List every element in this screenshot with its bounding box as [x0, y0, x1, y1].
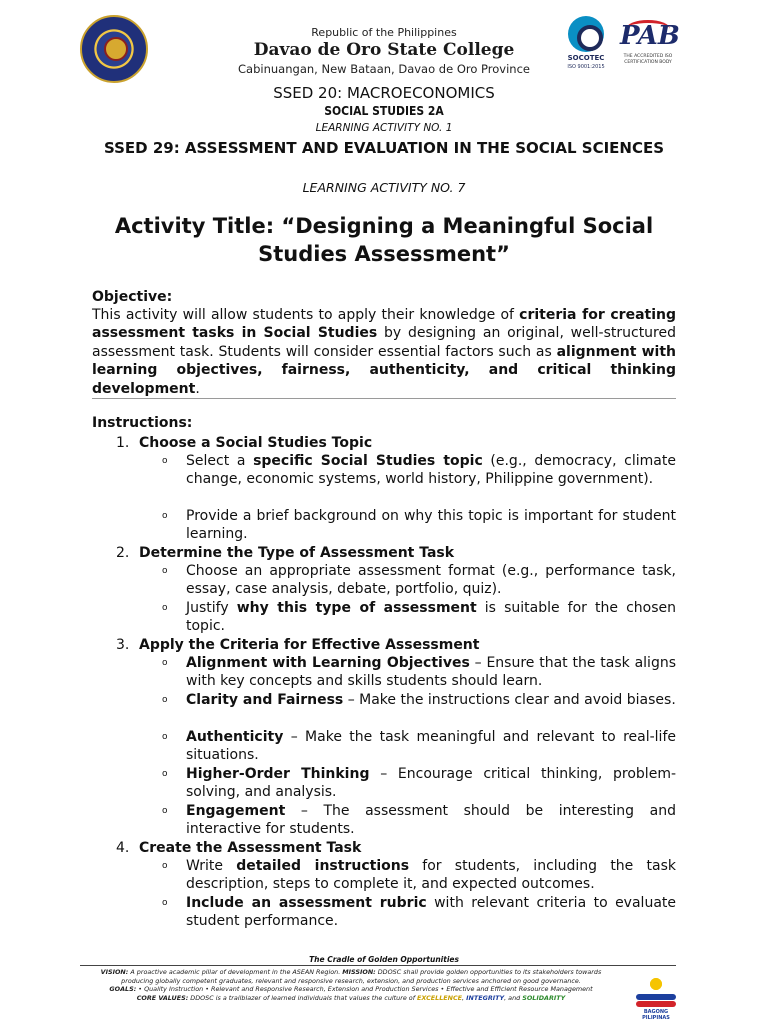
bullet-bold: why this type of assessment: [236, 600, 477, 616]
flag-stripe-blue: [636, 994, 676, 1000]
bullet-bold: Authenticity: [186, 729, 284, 745]
pab-subtitle: THE ACCREDITED ISO CERTIFICATION BODY: [623, 54, 673, 65]
step-4-bullet-1: [162, 857, 677, 894]
college-address: Cabinuangan, New Bataan, Davao de Oro Province: [238, 62, 530, 76]
bullet-icon: o: [162, 732, 168, 742]
bullet-icon: o: [162, 456, 168, 466]
course-1-section: SOCIAL STUDIES 2A: [324, 104, 444, 118]
socotec-logo: [560, 14, 612, 80]
bullet-icon: o: [162, 806, 168, 816]
bullet-text: with relevant criteria to evaluate student performance.: [186, 895, 676, 930]
bagong-pilipinas-label: BAGONG PILIPINAS: [642, 1009, 670, 1021]
activity-title: Activity Title: “Designing a Meaningful Social Studies Assessment”: [114, 214, 654, 266]
step-number: 2.: [116, 545, 130, 561]
step-1-bullet-2: [162, 507, 676, 544]
college-seal-logo: [80, 15, 148, 83]
bullet-bold: detailed instructions: [236, 858, 410, 874]
value-solidarity: SOLIDARITY: [522, 993, 566, 1002]
step-4-bullet-2: [162, 894, 676, 931]
step-number: 1.: [116, 435, 130, 451]
course-2-activity: LEARNING ACTIVITY NO. 7: [302, 180, 466, 195]
bullet-icon: o: [162, 861, 168, 871]
step-title: Choose a Social Studies Topic: [139, 435, 373, 451]
step-2-bullet-1: [162, 562, 676, 599]
value-excellence: EXCELLENCE: [417, 993, 463, 1002]
course-2-code: SSED 29: ASSESSMENT AND EVALUATION IN THE SOCIAL SCIENCES: [103, 139, 665, 157]
bullet-text: Choose an appropriate assessment format (e.g., performance task, essay, case analysis, debate, portfolio, quiz).: [186, 563, 676, 598]
value-integrity: INTEGRITY: [466, 993, 505, 1002]
mission-label: MISSION:: [342, 968, 376, 976]
objective-bold-2: alignment with learning objectives, fairness, authenticity, and critical thinking development: [92, 343, 676, 397]
bullet-text: Justify: [186, 600, 237, 616]
seal-emblem-icon: [104, 37, 128, 61]
flag-stripe-red: [636, 1001, 676, 1007]
core-values-label: CORE VALUES:: [136, 993, 189, 1002]
bullet-icon: o: [162, 769, 168, 779]
republic-line: Republic of the Philippines: [311, 26, 457, 39]
footer-statement: VISION: A proactive academic pillar of development in the ASEAN Region. MISSION: DDOSC shall provide golden opportunities to its stakeholders towards producing globally competent graduates, relevant and responsive research, extension, and production services anchored on good governance. GOALS: • Quality Instruction • Relevant and Responsive Research, Extension and Production Services • Effective and Efficient Resource Management CORE VALUES: DDOSC is a trailblazer of learned individuals that values the culture of EXCELLENCE, INTEGRITY, and SOLIDARITY: [100, 968, 602, 1002]
objective-bold-1: criteria for creating assessment tasks in Social Studies: [92, 307, 676, 342]
bullet-text: – The assessment should be interesting and interactive for students.: [186, 803, 676, 838]
bullet-text: – Ensure that the task aligns with key concepts and skills students should learn.: [186, 655, 676, 690]
bullet-text: Select a: [186, 453, 254, 469]
goals-text: • Quality Instruction • Relevant and Responsive Research, Extension and Production Services • Effective and Efficient Resource Management: [136, 985, 593, 994]
step-2-bullet-2: [162, 599, 677, 636]
bullet-bold: Alignment with Learning Objectives: [186, 655, 470, 671]
socotec-label: SOCOTEC: [567, 54, 605, 62]
step-title: Apply the Criteria for Effective Assessment: [139, 637, 480, 653]
step-3-bullet-4: [162, 765, 677, 802]
footer-divider: [80, 965, 676, 966]
step-number: 4.: [116, 840, 130, 856]
step-1-bullet-1: [162, 452, 676, 489]
bullet-text: Write: [186, 858, 237, 874]
bullet-bold: Clarity and Fairness: [186, 692, 344, 708]
bullet-icon: o: [162, 603, 168, 613]
step-3-bullet-1: [162, 654, 676, 691]
bullet-icon: o: [162, 566, 168, 576]
letterhead: [0, 12, 768, 82]
bullet-text: for students, including the task description, steps to complete it, and expected outcomes.: [186, 858, 677, 893]
college-name: Davao de Oro State College: [253, 40, 515, 60]
bullet-bold: Higher-Order Thinking: [186, 766, 370, 782]
bullet-bold: Engagement: [186, 803, 286, 819]
goals-label: GOALS:: [109, 985, 137, 994]
core-values-text: DDOSC is a trailblazer of learned individuals that values the culture of: [188, 993, 417, 1002]
step-title: Create the Assessment Task: [139, 840, 362, 856]
objective-heading: Objective:: [92, 289, 173, 305]
socotec-circle-icon: [568, 16, 604, 52]
bullet-bold: Include an assessment rubric: [186, 895, 427, 911]
bullet-text: Provide a brief background on why this topic is important for student learning.: [186, 508, 676, 543]
bagong-pilipinas-logo: [632, 970, 680, 1021]
footer-tagline: The Cradle of Golden Opportunities: [309, 955, 459, 964]
section-divider: [92, 398, 676, 399]
bullet-icon: o: [162, 658, 168, 668]
bullet-icon: o: [162, 511, 168, 521]
vision-label: VISION:: [100, 968, 129, 976]
bullet-icon: o: [162, 898, 168, 908]
course-1-code: SSED 20: MACROECONOMICS: [273, 84, 495, 102]
step-3-bullet-5: [162, 802, 676, 839]
step-number: 3.: [116, 637, 130, 653]
mission-text: DDOSC shall provide golden opportunities to its stakeholders towards producing globally competent graduates, relevant and responsive research, extension, and production services anchored on good governance.: [121, 968, 602, 985]
bullet-text: – Encourage critical thinking, problem-solving, and analysis.: [186, 766, 677, 801]
bullet-bold: specific Social Studies topic: [253, 453, 483, 469]
objective-text: [92, 306, 676, 398]
bullet-text: (e.g., democracy, climate change, economic systems, world history, Philippine government).: [186, 453, 676, 488]
objective-text-2: by designing an original, well-structured assessment task. Students will consider essential factors such as: [92, 325, 676, 360]
pab-logo: [620, 16, 680, 76]
step-title: Determine the Type of Assessment Task: [139, 545, 455, 561]
course-1-activity: LEARNING ACTIVITY NO. 1: [315, 122, 453, 134]
bullet-text: – Make the instructions clear and avoid biases.: [343, 692, 676, 708]
objective-text-1: This activity will allow students to apply their knowledge of: [92, 307, 520, 323]
step-3-bullet-2: [162, 691, 676, 709]
iso-label: ISO 9001:2015: [567, 64, 605, 70]
instructions-heading: Instructions:: [92, 415, 193, 431]
pab-mark: PAB: [620, 21, 680, 51]
sun-icon: [644, 972, 668, 996]
bullet-icon: o: [162, 695, 168, 705]
step-3-bullet-3: [162, 728, 676, 765]
bullet-text: – Make the task meaningful and relevant to real-life situations.: [186, 729, 676, 764]
bullet-text: is suitable for the chosen topic.: [186, 600, 677, 635]
objective-text-3: .: [195, 380, 200, 397]
vision-text: A proactive academic pillar of development in the ASEAN Region.: [128, 968, 343, 976]
